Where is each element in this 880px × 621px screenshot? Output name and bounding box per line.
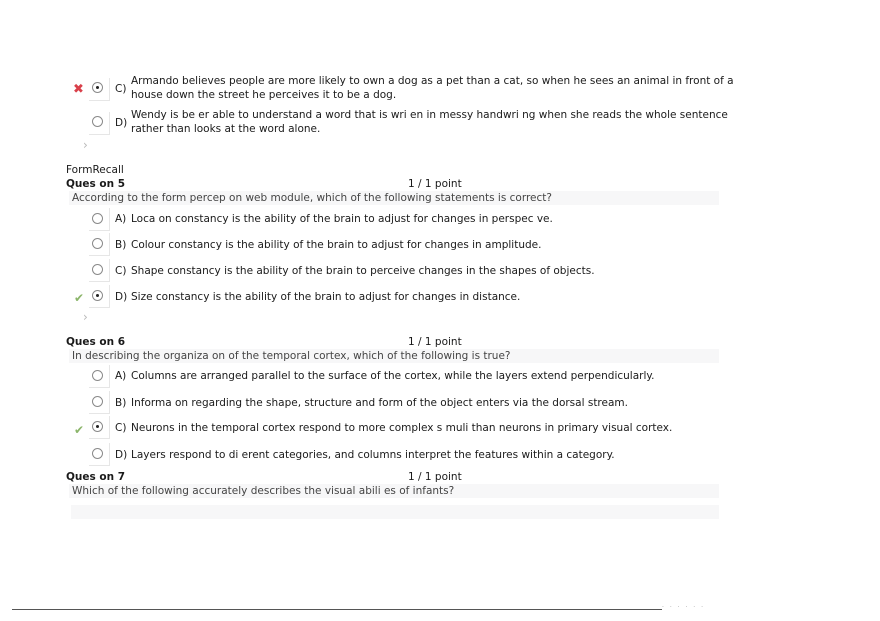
chevron-right-icon[interactable]: ›	[83, 138, 88, 152]
option-letter: C)	[115, 83, 127, 95]
option-text: Neurons in the temporal cortex respond to more complex s muli than neurons in primary visual cortex.	[131, 422, 673, 434]
question-score: 1 / 1 point	[408, 336, 462, 348]
option-b-radio[interactable]	[92, 238, 103, 249]
option-letter: D)	[115, 291, 128, 303]
option-text: Colour constancy is the ability of the brain to adjust for changes in amplitude.	[131, 239, 542, 251]
option-c-radio[interactable]	[92, 421, 103, 432]
option-letter: C)	[115, 265, 127, 277]
option-text-line1: Wendy is be er able to understand a word that is wri en in messy handwri ng when she reads the whole sentence	[131, 109, 728, 121]
option-d-radio[interactable]	[92, 290, 103, 301]
question-score: 1 / 1 point	[408, 178, 462, 190]
question-prompt: In describing the organiza on of the temporal cortex, which of the following is true?	[69, 349, 719, 363]
x-mark-icon: ✖	[73, 82, 84, 97]
option-d-radio[interactable]	[92, 448, 103, 459]
option-b-radio[interactable]	[92, 396, 103, 407]
option-a-radio[interactable]	[92, 370, 103, 381]
option-text: Size constancy is the ability of the brain to adjust for changes in distance.	[131, 291, 521, 303]
option-letter: C)	[115, 422, 127, 434]
question-title: Ques on 6	[66, 336, 126, 348]
page-divider	[12, 609, 662, 610]
option-text: Shape constancy is the ability of the brain to perceive changes in the shapes of objects.	[131, 265, 595, 277]
option-text-line1: Armando believes people are more likely to own a dog as a pet than a cat, so when he sees an animal in front of a	[131, 75, 734, 87]
option-letter: A)	[115, 370, 127, 382]
check-mark-icon: ✔	[74, 291, 85, 305]
option-letter: D)	[115, 449, 128, 461]
option-letter: A)	[115, 213, 127, 225]
footer-ellipsis: · · · · · ·	[662, 604, 705, 611]
option-letter: D)	[115, 117, 128, 129]
option-c-radio[interactable]	[92, 82, 103, 93]
option-text-line2: house down the street he perceives it to be a dog.	[131, 89, 397, 101]
question-title: Ques on 7	[66, 471, 126, 483]
option-text: Columns are arranged parallel to the surface of the cortex, while the layers extend perpendicularly.	[131, 370, 655, 382]
question-prompt: According to the form percep on web module, which of the following statements is correct?	[69, 191, 719, 205]
section-label: FormRecall	[66, 164, 124, 176]
question-title: Ques on 5	[66, 178, 126, 190]
answer-area	[71, 505, 719, 519]
option-d-radio[interactable]	[92, 116, 103, 127]
question-score: 1 / 1 point	[408, 471, 462, 483]
option-text: Layers respond to di erent categories, and columns interpret the features within a category.	[131, 449, 615, 461]
option-letter: B)	[115, 397, 127, 409]
option-text: Informa on regarding the shape, structure and form of the object enters via the dorsal stream.	[131, 397, 628, 409]
option-c-radio[interactable]	[92, 264, 103, 275]
chevron-right-icon[interactable]: ›	[83, 310, 88, 324]
option-text: Loca on constancy is the ability of the brain to adjust for changes in perspec ve.	[131, 213, 553, 225]
option-a-radio[interactable]	[92, 213, 103, 224]
question-prompt: Which of the following accurately describes the visual abili es of infants?	[69, 484, 719, 498]
option-text-line2: rather than looks at the word alone.	[131, 123, 321, 135]
check-mark-icon: ✔	[74, 423, 85, 437]
option-letter: B)	[115, 239, 127, 251]
